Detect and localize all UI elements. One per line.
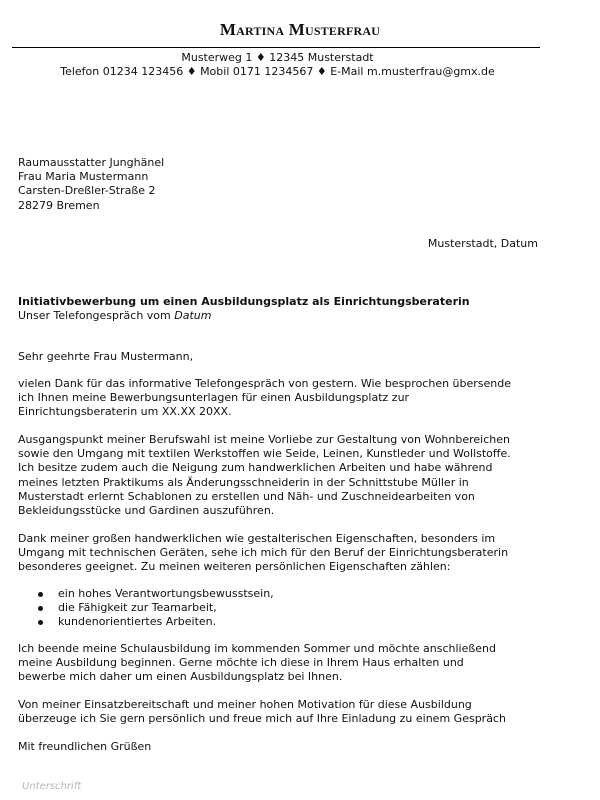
paragraph-line: Ausgangspunkt meiner Berufswahl ist meine Vorliebe zur Gestaltung von Wohnbereichen [18, 433, 510, 446]
paragraph-intro [18, 377, 538, 420]
recipient-contact: Frau Maria Mustermann [18, 170, 149, 184]
salutation: Sehr geehrte Frau Mustermann, [18, 350, 194, 363]
paragraph-line: Einrichtungsberaterin um XX.XX 20XX. [18, 405, 232, 419]
paragraph-line: Ich beende meine Schulausbildung im kommenden Sommer und möchte anschließend [18, 642, 496, 655]
recipient-address [18, 156, 538, 213]
paragraph-line: Bekleidungsstücke und Gardinen auszuführen. [18, 504, 275, 518]
closing-greeting: Mit freundlichen Grüßen [18, 740, 152, 753]
reference-prefix: Unser Telefongespräch vom [18, 309, 175, 322]
list-item: ein hohes Verantwortungsbewusstsein, [36, 587, 274, 601]
header-divider [12, 47, 540, 48]
paragraph-line: besonderes geeignet. Zu meinen weiteren persönlichen Eigenschaften zählen: [18, 560, 451, 574]
sender-contact-line: Telefon 01234 123456 ♦ Mobil 0171 1234567 ♦ E-Mail m.musterfrau@gmx.de [60, 65, 495, 78]
paragraph-plans [18, 642, 538, 685]
paragraph-line: meine Ausbildung beginnen. Gerne möchte ich diese in Ihrem Haus erhalten und [18, 656, 464, 670]
paragraph-line: Musterstadt erlernt Schablonen zu erstellen und Näh- und Zuschneidearbeiten von [18, 489, 475, 503]
recipient-city: 28279 Bremen [18, 198, 100, 212]
paragraph-line: Umgang mit technischen Geräten, sehe ich mich für den Beruf der Einrichtungsberaterin [18, 546, 509, 560]
paragraph-line: ich Ihnen meine Bewerbungsunterlagen für einen Ausbildungsplatz zur [18, 391, 410, 405]
sender-address: Musterweg 1 ♦ 12345 Musterstadt [181, 51, 374, 64]
paragraph-line: Dank meiner großen handwerklichen wie gestalterischen Eigenschaften, besonders im [18, 532, 496, 545]
reference-line [18, 309, 538, 323]
paragraph-line: Ich besitze zudem auch die Neigung zum handwerklichen Arbeiten und habe während [18, 461, 493, 475]
list-item: die Fähigkeit zur Teamarbeit, [36, 601, 274, 615]
paragraph-line: überzeuge ich Sie gern persönlich und freue mich auf Ihre Einladung zu einem Gespräch [18, 712, 506, 726]
paragraph-closing [18, 698, 538, 726]
signature-placeholder: Unterschrift [22, 781, 82, 792]
recipient-street: Carsten-Dreßler-Straße 2 [18, 184, 156, 198]
paragraph-line: sowie den Umgang mit textilen Werkstoffen wie Seide, Leinen, Kunstleder und Wollstoffe. [18, 447, 511, 461]
paragraph-line: meines letzten Praktikums als Änderungsschneiderin in der Schnittstube Müller in [18, 475, 469, 489]
paragraph-qualities [18, 532, 538, 575]
subject-line: Initiativbewerbung um einen Ausbildungsplatz als Einrichtungsberaterin [18, 295, 470, 308]
list-item: kundenorientiertes Arbeiten. [36, 615, 274, 629]
reference-date: Datum [174, 309, 212, 322]
paragraph-line: bewerbe mich daher um einen Ausbildungsplatz bei Ihnen. [18, 670, 343, 684]
qualities-list [36, 587, 274, 630]
paragraph-line: vielen Dank für das informative Telefongespräch von gestern. Wie besprochen übersende [18, 377, 512, 390]
place-date: Musterstadt, Datum [427, 237, 538, 250]
recipient-company: Raumausstatter Junghänel [18, 156, 165, 169]
paragraph-motivation [18, 433, 538, 518]
paragraph-line: Von meiner Einsatzbereitschaft und meiner hohen Motivation für diese Ausbildung [18, 698, 472, 711]
sender-name: Martina Musterfrau [219, 20, 381, 39]
